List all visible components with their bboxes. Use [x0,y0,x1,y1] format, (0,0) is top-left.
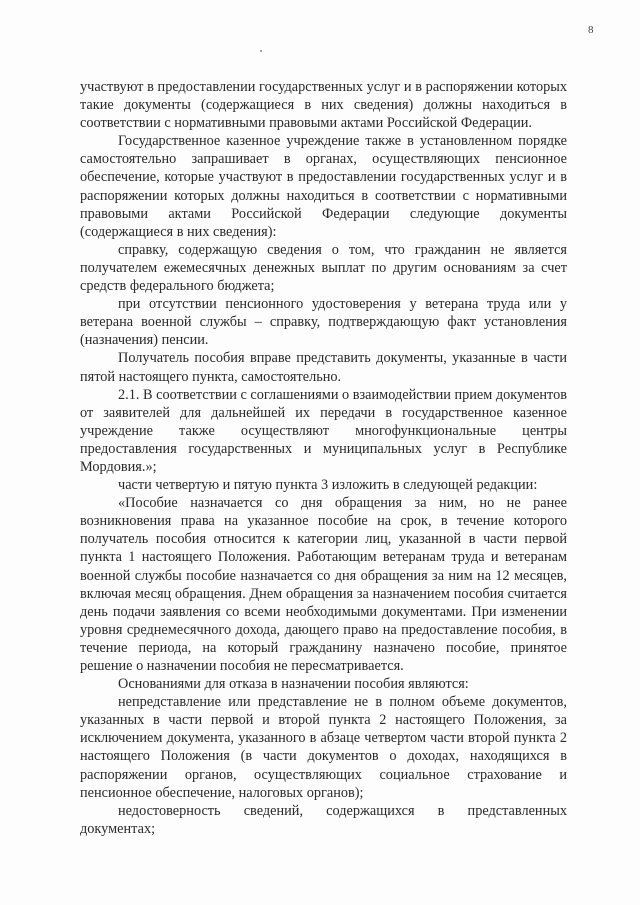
paragraph: части четвертую и пятую пункта 3 изложить в следующей редакции: [118,477,538,494]
paragraph: справку, содержащую сведения о том, что гражданин не является получателем ежемесячных денежных выплат по другим основаниям за счет средств федерального бюджета; [80,241,567,295]
paragraph: Основаниями для отказа в назначении пособия являются: [118,676,469,693]
page-number: 8 [588,24,594,36]
paragraph: 2.1. В соответствии с соглашениями о взаимодействии прием документов от заявителей для дальнейшей их передачи в государственное казенное учреждение также осуществляют многофункциональные центры предоставления государственных и муниципальных услуг в Республике Мордовия.»; [80,386,567,475]
paragraph: непредставление или представление не в полном объеме документов, указанных в части первой и второй пункта 2 настоящего Положения, за исключением документа, указанного в абзаце четвертом части второй пункта 2 настоящего Положения (в части документов о доходах, находящихся в распоряжении органов, осуществляющих социальное страхование и пенсионное обеспечение, налоговых органов); [80,694,567,801]
paragraph: Получатель пособия вправе представить документы, указанные в части пятой настоящего пункта, самостоятельно. [80,350,567,385]
paragraph: «Пособие назначается со дня обращения за ним, но не ранее возникновения права на указанное пособие на срок, в течение которого получатель пособия относится к категории лиц, указанной в части первой пункта 1 настоящего Положения. Работающим ветеранам труда и ветеранам военной службы пособие назначается со дня обращения за ним на 12 месяцев, включая месяц обращения. Днем обращения за назначением пособия считается день подачи заявления со всеми необходимыми документами. При изменении уровня среднемесячного дохода, дающего право на предоставление пособия, в течение периода, на который гражданину назначено пособие, принятое решение о назначении пособия не пересматривается. [80,495,567,674]
paragraph: при отсутствии пенсионного удостоверения у ветерана труда или у ветерана военной службы – справку, подтверждающую факт установления (назначения) пенсии. [80,296,567,349]
paragraph: Государственное казенное учреждение также в установленном порядке самостоятельно запрашивает в органах, осуществляющих пенсионное обеспечение, которые участвуют в предоставлении государственных услуг и в распоряжении которых должны находиться в соответствии с нормативными правовыми актами Российской Федерации следующие документы (содержащиеся в них сведения): [80,133,567,240]
scan-artifact [260,50,262,52]
paragraph: недостоверность сведений, содержащихся в представленных документах; [80,802,567,837]
document-body [80,78,567,838]
paragraph: участвуют в предоставлении государственных услуг и в распоряжении которых такие документы (содержащиеся в них сведения) должны находиться в соответствии с нормативными правовыми актами Российской Федерации. [80,79,567,132]
